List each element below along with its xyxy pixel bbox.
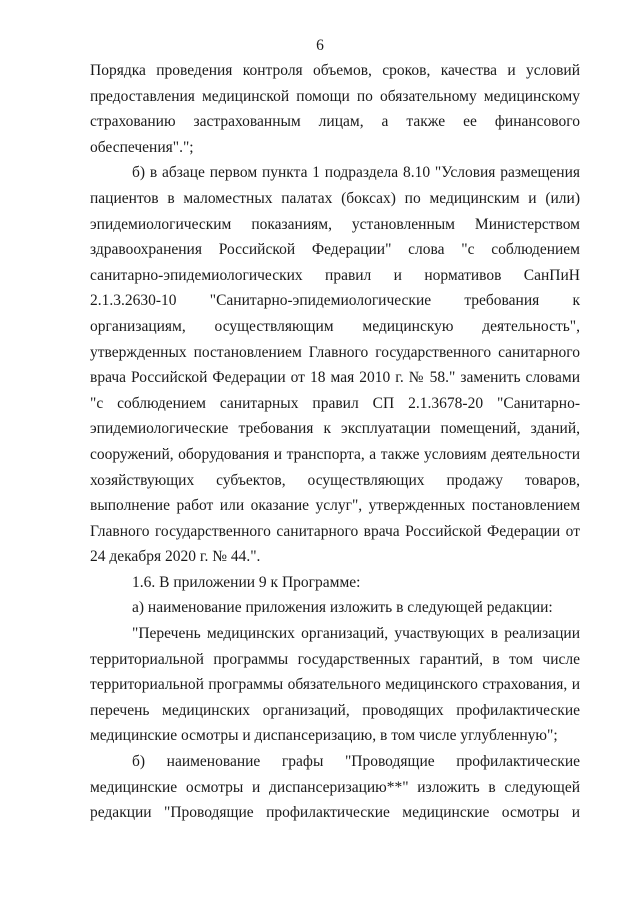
page-number: 6 bbox=[316, 37, 324, 54]
paragraph-quoted-list-title: "Перечень медицинских организаций, участвующих в реализации территориальной программы государственных гарантий, в том числе территориальной программы обязательного медицинского страхования, и перечень медицинских организаций, проводящих профилактические медицинские осмотры и диспансеризацию, в том числе углубленную"; bbox=[90, 625, 580, 745]
paragraph-item-a-appendix-title: а) наименование приложения изложить в следующей редакции: bbox=[132, 599, 553, 617]
paragraph-item-b-subsection-8-10: б) в абзаце первом пункта 1 подраздела 8.10 "Условия размещения пациентов в маломестных палатах (боксах) по медицинским и (или) эпидемиологическим показаниям, установленным Министерством здравоохранения Российской Федерации" слова "с соблюдением санитарно-эпидемиологических правил и нормативов СанПиН 2.1.3.2630-10 "Санитарно-эпидемиологические требования к организациям, осуществляющим медицинскую деятельность", утвержденных постановлением Главного государственного санитарного врача Российской Федерации от 18 мая 2010 г. № 58." заменить словами "с соблюдением санитарных правил СП 2.1.3678-20 "Санитарно-эпидемиологические требования к эксплуатации помещений, зданий, сооружений, оборудования и транспорта, а также условиям деятельности хозяйствующих субъектов, осуществляющих продажу товаров, выполнение работ или оказание услуг", утвержденных постановлением Главного государственного санитарного врача Российской Федерации от 24 декабря 2020 г. № 44.". bbox=[90, 164, 580, 566]
paragraph-section-1-6: 1.6. В приложении 9 к Программе: bbox=[132, 573, 361, 591]
paragraph-item-b-column-title: б) наименование графы "Проводящие профилактические медицинские осмотры и диспансеризацию**" изложить в следующей редакции "Проводящие профилактические медицинские осмотры и bbox=[90, 753, 580, 822]
paragraph-procedure-continuation: Порядка проведения контроля объемов, сроков, качества и условий предоставления медицинской помощи по обязательному медицинскому страхованию застрахованным лицам, а также ее финансового обеспечения"."; bbox=[90, 62, 580, 156]
document-body bbox=[90, 58, 580, 826]
